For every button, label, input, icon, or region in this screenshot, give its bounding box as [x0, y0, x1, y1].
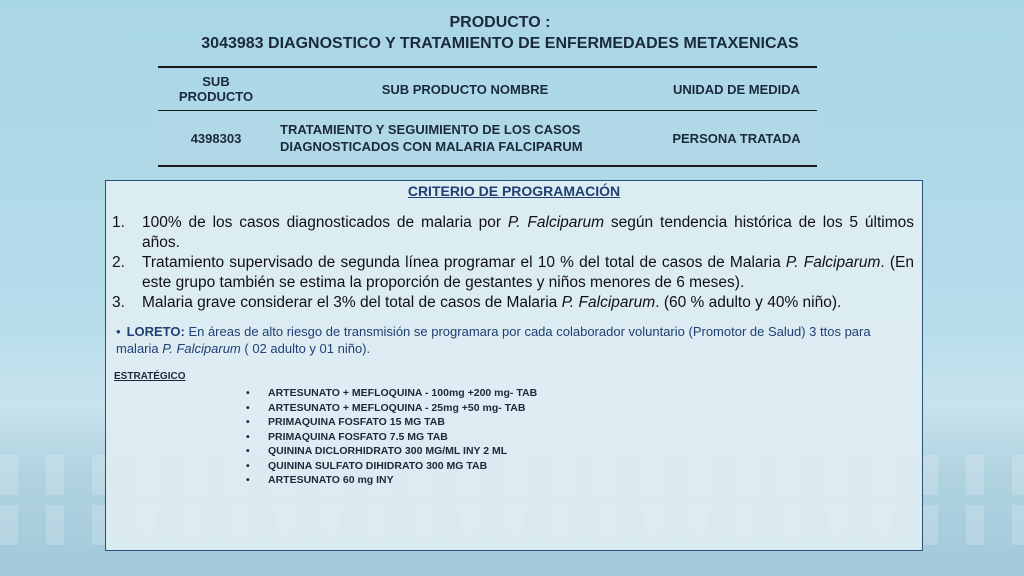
item-number: 3.	[112, 294, 125, 311]
product-title: 3043983 DIAGNOSTICO Y TRATAMIENTO DE ENFERMEDADES METAXENICAS	[201, 35, 799, 52]
subproduct-table	[158, 66, 817, 167]
item-number: 1.	[112, 214, 125, 231]
list-item	[112, 253, 915, 293]
strategic-label: ESTRATÉGICO	[114, 371, 186, 382]
col-header-unidad: UNIDAD DE MEDIDA	[656, 67, 817, 111]
drug-item: • QUININA SULFATO DIHIDRATO 300 MG TAB	[246, 459, 922, 474]
table-row	[158, 111, 817, 167]
product-header	[130, 12, 870, 54]
drug-list	[246, 386, 922, 488]
drug-item: • QUININA DICLORHIDRATO 300 MG/ML INY 2 ML	[246, 444, 922, 459]
item-species: P. Falciparum	[507, 214, 605, 231]
loreto-keyword: LORETO:	[126, 324, 185, 339]
drug-item: • ARTESUNATO + MEFLOQUINA - 100mg +200 mg- TAB	[246, 386, 922, 401]
list-item	[112, 213, 914, 253]
loreto-note	[116, 323, 914, 357]
product-label: PRODUCTO :	[449, 14, 551, 31]
item-species: P. Falciparum	[561, 294, 656, 311]
criterio-list	[112, 213, 915, 313]
loreto-text: En áreas de alto riesgo de transmisión se programara por cada colaborador voluntario (Promotor de Salud) 3 ttos para malaria	[116, 324, 871, 356]
drug-item: • ARTESUNATO 60 mg INY	[246, 473, 922, 488]
list-item	[112, 293, 914, 313]
cell-name: TRATAMIENTO Y SEGUIMIENTO DE LOS CASOS DIAGNOSTICADOS CON MALARIA FALCIPARUM	[274, 111, 656, 167]
item-text: 100% de los casos diagnosticados de malaria por	[142, 214, 508, 231]
cell-code: 4398303	[158, 111, 274, 167]
drug-item: • PRIMAQUINA FOSFATO 7.5 MG TAB	[246, 430, 922, 445]
col-header-subproducto: SUB PRODUCTO	[158, 67, 274, 111]
loreto-text: ( 02 adulto y 01 niño).	[240, 341, 371, 356]
table-header-row	[158, 67, 817, 111]
item-text: según tendencia histórica de los 5 últimos años.	[142, 214, 914, 251]
drug-item: • PRIMAQUINA FOSFATO 15 MG TAB	[246, 415, 922, 430]
cell-unit: PERSONA TRATADA	[656, 111, 817, 167]
bullet: •	[116, 324, 121, 339]
loreto-species: P. Falciparum	[162, 341, 241, 356]
item-number: 2.	[112, 254, 125, 271]
item-text: Malaria grave considerar el 3% del total de casos de Malaria	[142, 294, 562, 311]
item-text: . (60 % adulto y 40% niño).	[655, 294, 842, 311]
item-text: . (En este grupo también se estima la proporción de gestantes y niños menores de 6 meses).	[142, 254, 915, 291]
drug-item: • ARTESUNATO + MEFLOQUINA - 25mg +50 mg- TAB	[246, 401, 922, 416]
col-header-nombre: SUB PRODUCTO NOMBRE	[274, 67, 656, 111]
criterio-title: CRITERIO DE PROGRAMACIÓN	[407, 183, 621, 199]
item-species: P. Falciparum	[785, 254, 881, 271]
item-text: Tratamiento supervisado de segunda línea programar el 10 % del total de casos de Malaria	[142, 254, 786, 271]
criterio-box	[105, 180, 923, 551]
